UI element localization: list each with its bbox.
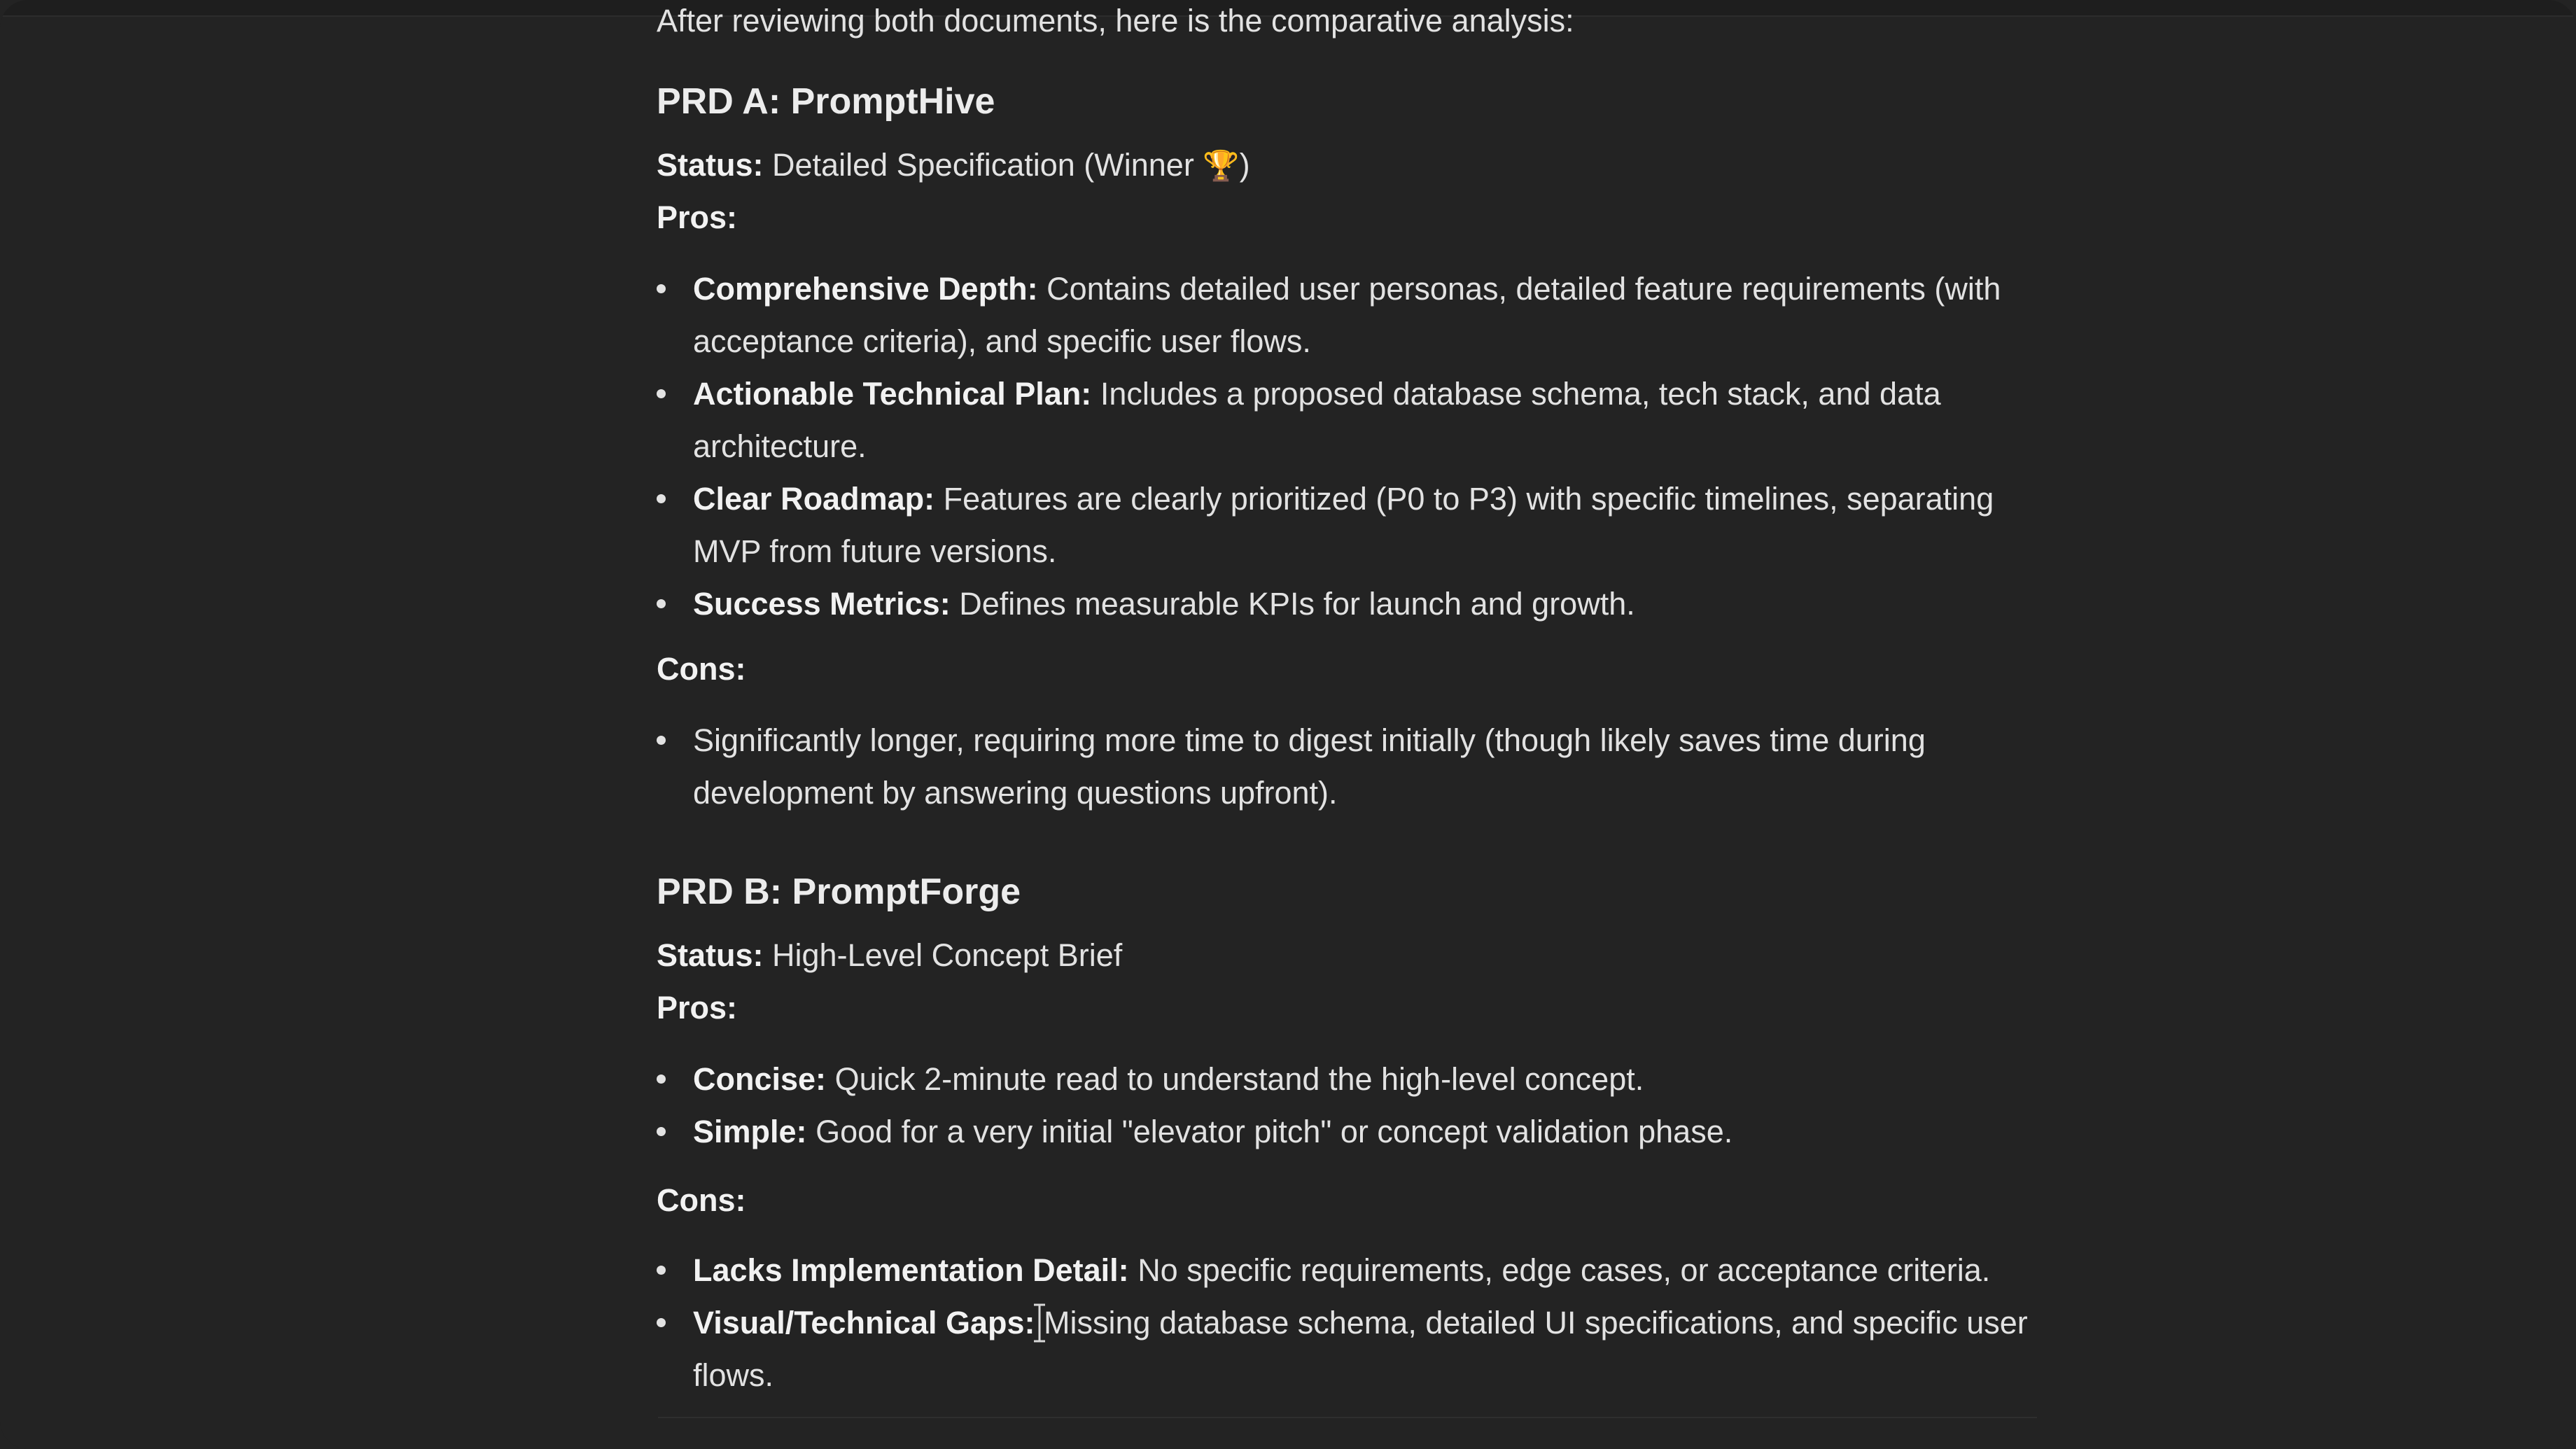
con-text-line1: Significantly longer, requiring more time to digest initially (though likely saves time during <box>693 722 1926 758</box>
pro-label: Comprehensive Depth: <box>693 271 1038 307</box>
prd-a-title: PRD A: PromptHive <box>657 81 995 122</box>
status-value: Detailed Specification (Winner <box>772 147 1194 183</box>
intro-text: After reviewing both documents, here is the comparative analysis: <box>657 3 1574 38</box>
list-item <box>657 368 2043 472</box>
con-text-line2: development by answering questions upfront). <box>693 775 1338 811</box>
pro-text-line1: Includes a proposed database schema, tech stack, and data <box>1100 376 1941 412</box>
con-text-line1: No specific requirements, edge cases, or acceptance criteria. <box>1138 1252 1991 1288</box>
pro-text-line2: MVP from future versions. <box>693 533 1057 569</box>
prd-b-pros-list <box>657 1053 2043 1158</box>
status-label: Status: <box>657 147 764 183</box>
status-close: ) <box>1239 147 1250 183</box>
prd-b-cons-label: Cons: <box>657 1182 746 1218</box>
pro-label: Clear Roadmap: <box>693 481 935 517</box>
pro-label: Simple: <box>693 1114 807 1149</box>
pro-label: Success Metrics: <box>693 586 951 622</box>
pro-text-line1: Contains detailed user personas, detailed feature requirements (with <box>1046 271 2001 307</box>
prd-b-status <box>657 929 1122 981</box>
list-item <box>657 578 2043 630</box>
pro-text-line2: architecture. <box>693 428 867 464</box>
pro-text-line1: Quick 2-minute read to understand the high-level concept. <box>834 1061 1644 1097</box>
list-item <box>657 1296 2043 1401</box>
prd-a-pros-label: Pros: <box>657 200 738 235</box>
prd-b-cons-list <box>657 1244 2043 1401</box>
list-item <box>657 262 2043 368</box>
status-label: Status: <box>657 937 764 973</box>
list-item <box>657 1053 2043 1105</box>
text-cursor-icon <box>1032 1303 1047 1343</box>
prd-b-pros-label: Pros: <box>657 990 738 1026</box>
list-item <box>657 714 2043 819</box>
con-label: Visual/Technical Gaps: <box>693 1305 1035 1340</box>
prd-a-status <box>657 139 1250 192</box>
con-text-line2: flows. <box>693 1357 774 1393</box>
prd-b-title: PRD B: PromptForge <box>657 872 1021 912</box>
list-item <box>657 1244 2043 1296</box>
pro-label: Concise: <box>693 1061 827 1097</box>
pro-text-line1: Defines measurable KPIs for launch and growth. <box>959 586 1635 622</box>
status-value: High-Level Concept Brief <box>772 937 1123 973</box>
list-item <box>657 1105 2043 1158</box>
list-item <box>657 472 2043 578</box>
prd-a-pros-list <box>657 262 2043 630</box>
prd-a-cons-label: Cons: <box>657 651 746 687</box>
pro-text-line2: acceptance criteria), and specific user flows. <box>693 323 1311 359</box>
trophy-icon: 🏆 <box>1203 148 1240 183</box>
message-divider <box>658 1417 2037 1418</box>
con-label: Lacks Implementation Detail: <box>693 1252 1129 1288</box>
pro-label: Actionable Technical Plan: <box>693 376 1092 412</box>
pro-text-line1: Good for a very initial "elevator pitch" or concept validation phase. <box>816 1114 1733 1149</box>
pro-text-line1: Features are clearly prioritized (P0 to P3) with specific timelines, separating <box>943 481 1994 517</box>
prd-a-cons-list <box>657 714 2043 819</box>
con-text-line1: Missing database schema, detailed UI specifications, and specific user <box>1044 1305 2028 1340</box>
